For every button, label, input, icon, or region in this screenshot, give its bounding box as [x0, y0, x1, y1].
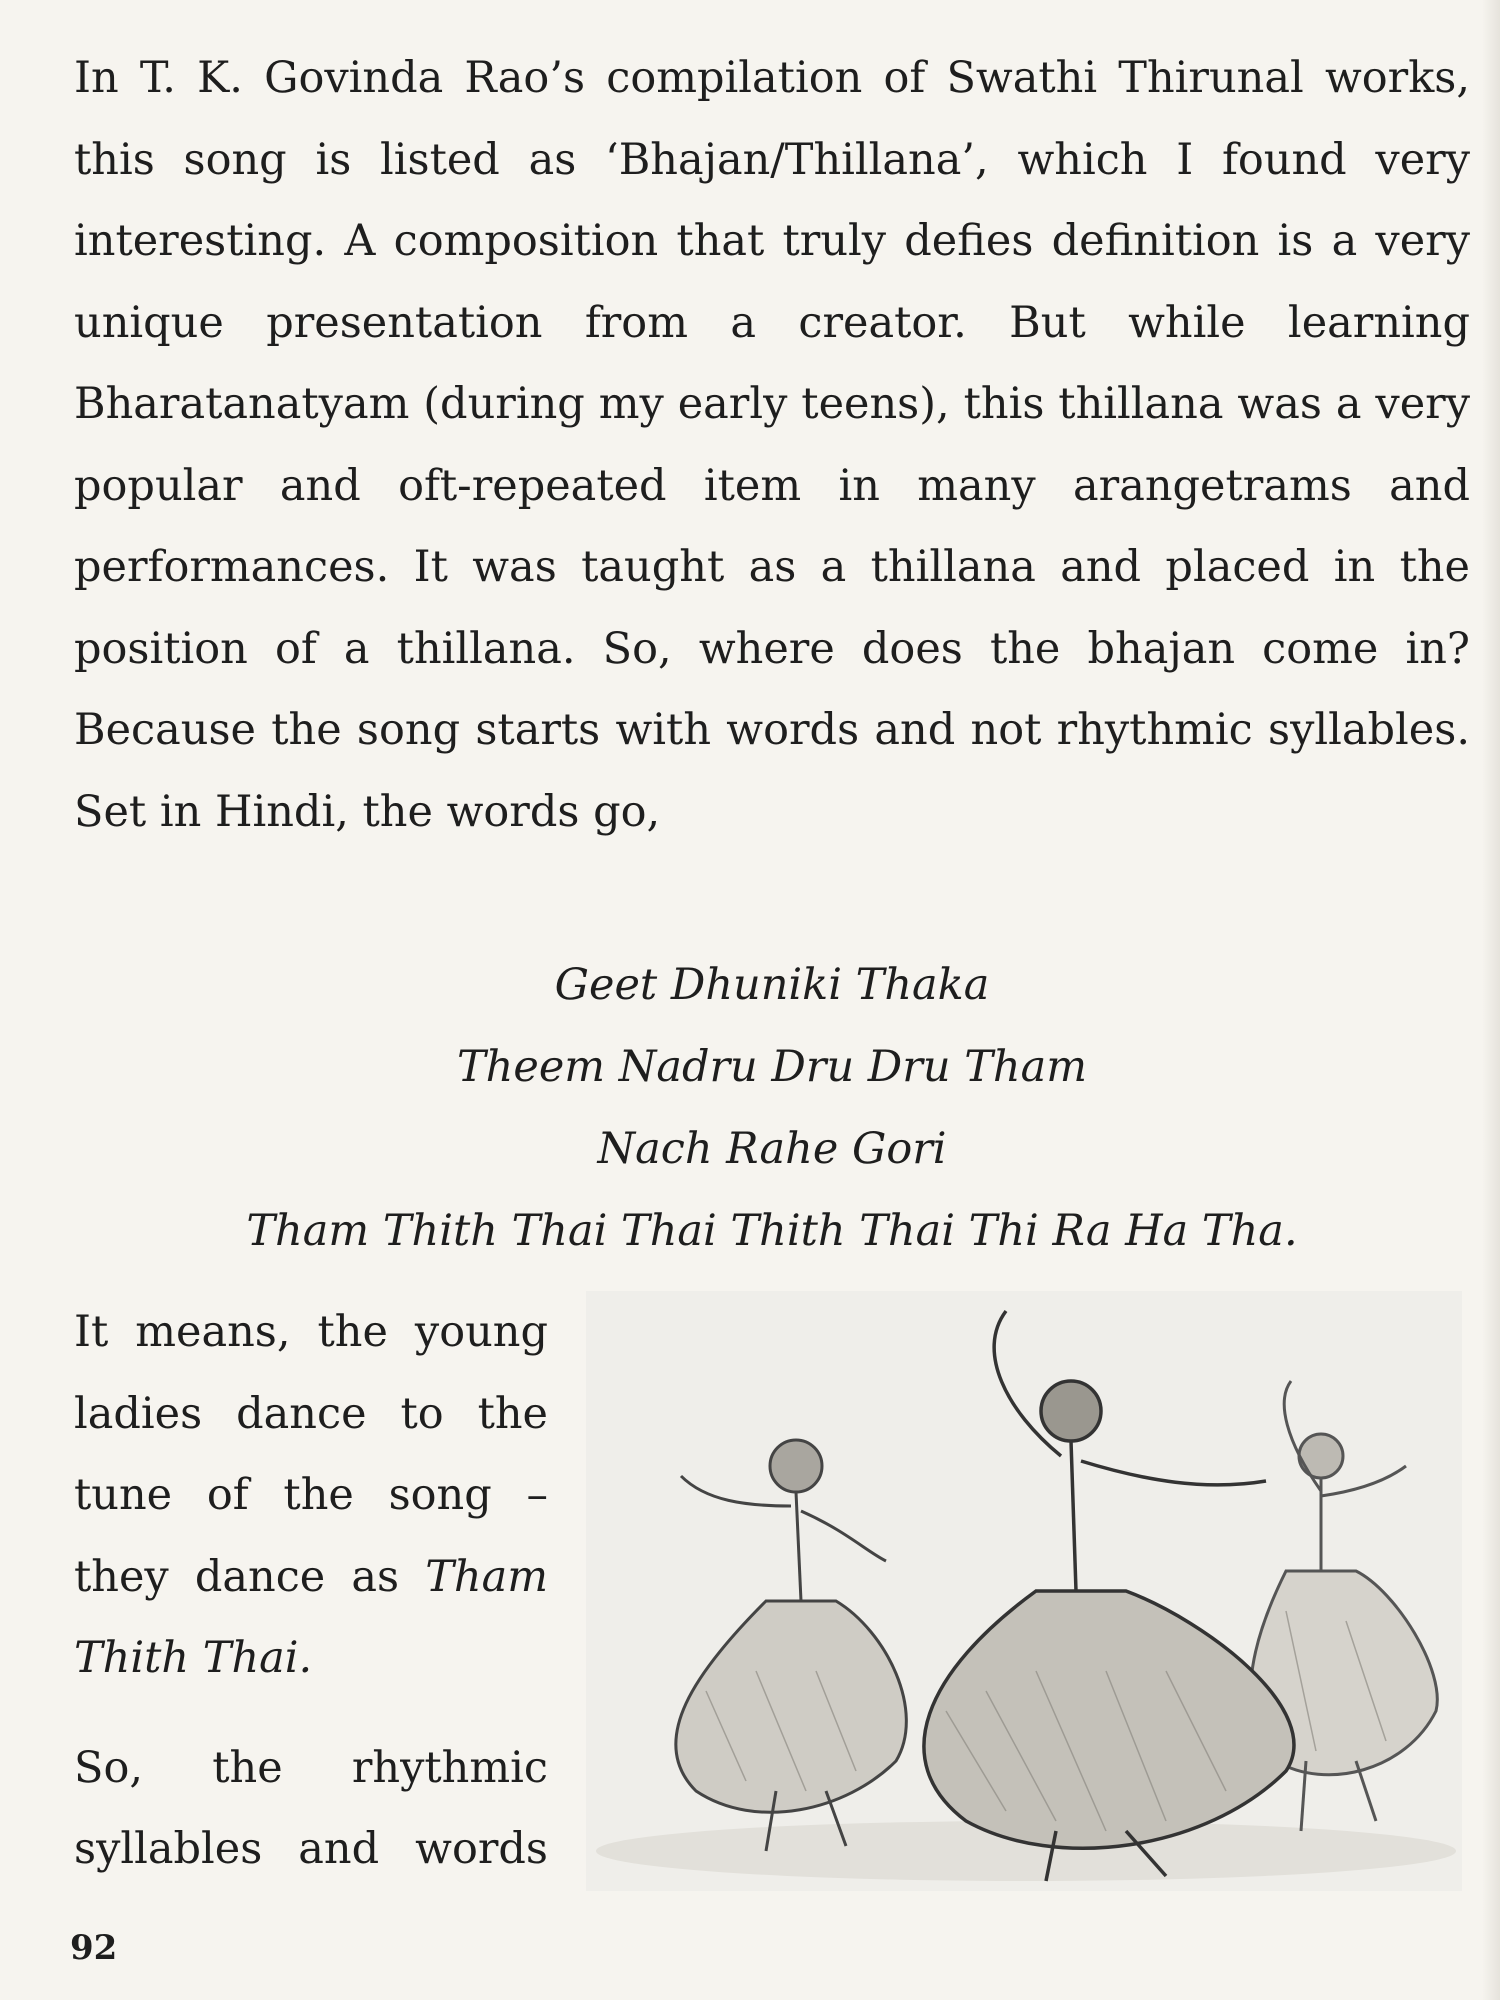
verse-line: Nach Rahe Gori — [597, 1124, 947, 1174]
page-number: 92 — [70, 1928, 118, 1968]
syllables-paragraph: So, the rhythmic syllables and words — [74, 1742, 548, 1874]
meaning-italic-syllables: Tham Thith Thai. — [74, 1551, 549, 1683]
dancers-illustration — [586, 1291, 1462, 1891]
verse-line: Tham Thith Thai Thai Thith Thai Thi Ra Ha Tha. — [246, 1206, 1298, 1256]
side-column-text — [74, 1292, 548, 1891]
verse-line: Geet Dhuniki Thaka — [554, 960, 990, 1010]
page-edge-shadow — [1482, 0, 1500, 2000]
verse-line: Theem Nadru Dru Dru Tham — [457, 1042, 1087, 1092]
meaning-paragraph — [74, 1292, 548, 1700]
song-verse — [74, 944, 1470, 1272]
main-paragraph: In T. K. Govinda Rao’s compilation of Swathi Thirunal works, this song is listed as ‘Bhajan/Thillana’, which I found very interesting. A composition that truly defies definition is a very unique presentation from a creator. But while learning Bharatanatyam (during my early teens), this thillana was a very popular and oft-repeated item in many arangetrams and performances. It was taught as a thillana and placed in the position of a thillana. So, where does the bhajan come in? Because the song starts with words and not rhythmic syllables. Set in Hindi, the words go, — [74, 53, 1470, 837]
meaning-text: It means, the young ladies dance to the tune of the song – they dance as — [74, 1307, 548, 1602]
